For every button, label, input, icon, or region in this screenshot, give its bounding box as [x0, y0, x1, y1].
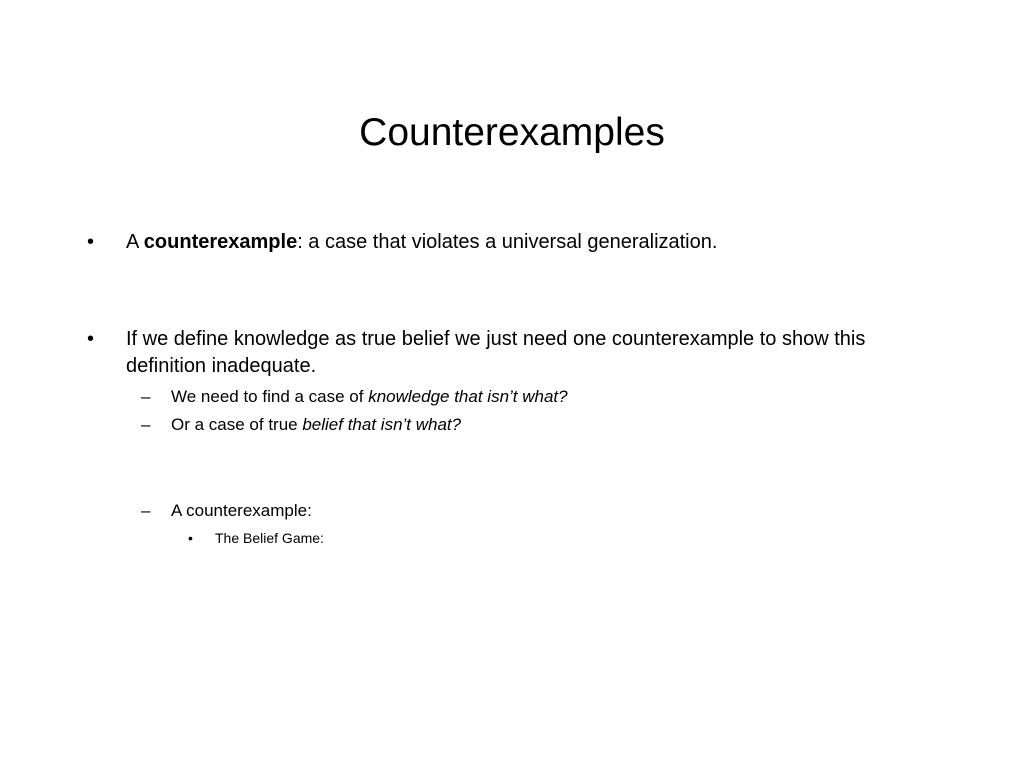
bullet-icon: •: [87, 231, 95, 253]
bullet-text: [126, 229, 946, 256]
sub-item-text-italic: knowledge that isn’t what?: [368, 387, 568, 406]
sub-sub-item-text: The Belief Game:: [215, 530, 324, 546]
sub-item-text: [171, 385, 568, 409]
dash-icon: –: [141, 387, 151, 406]
sub-item-text-prefix: Or a case of true: [171, 415, 303, 434]
sub-item-text: [171, 413, 461, 437]
sub-item-text-prefix: We need to find a case of: [171, 387, 369, 406]
dash-icon: –: [141, 415, 151, 434]
bullet-text-bold-term: counterexample: [143, 231, 298, 253]
bullet-icon: •: [188, 530, 193, 546]
dash-icon: –: [141, 501, 151, 520]
bullet-text-prefix: A: [126, 231, 144, 253]
bullet-text-suffix: : a case that violates a universal generalization.: [297, 231, 718, 253]
sub-item-text-italic: belief that isn’t what?: [302, 415, 462, 434]
sub-item-text: A counterexample:: [171, 501, 312, 520]
slide-title: Counterexamples: [359, 111, 665, 154]
bullet-text: If we define knowledge as true belief we just need one counterexample to show this definition inadequate.: [126, 328, 866, 377]
bullet-icon: •: [87, 328, 95, 350]
